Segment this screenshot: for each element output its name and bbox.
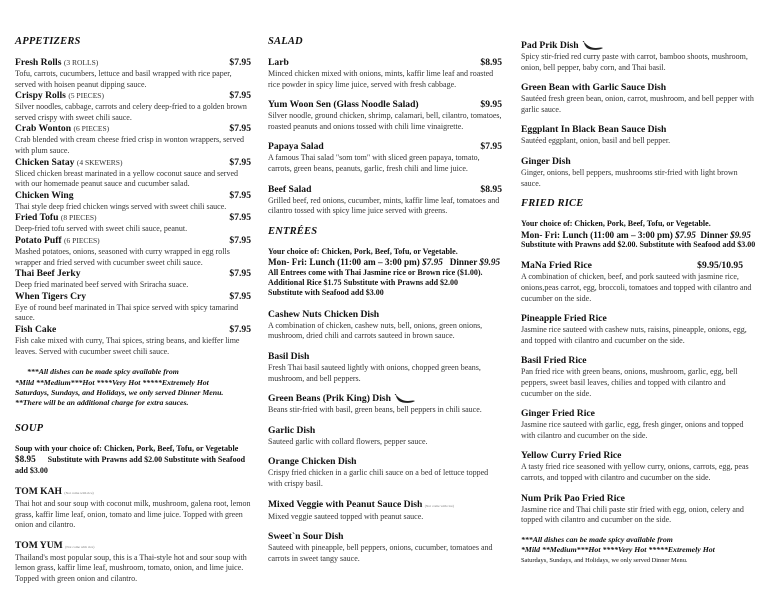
menu-item-note: (Not come with rice): [64, 490, 94, 495]
note-line: **There will be an additional charge for extra sauces.: [15, 398, 189, 408]
menu-item-name: Green Beans (Prik King) Dish: [268, 393, 391, 405]
section-title-entrees: ENTRÉES: [268, 225, 318, 237]
menu-item-name: Yellow Curry Fried Rice: [521, 450, 622, 462]
entrees-intro: [268, 247, 502, 299]
menu-item-title: [521, 156, 571, 168]
menu-item-title: [15, 157, 122, 169]
menu-item-name: Mixed Veggie with Peanut Sauce Dish: [268, 498, 423, 510]
menu-item: [521, 450, 757, 483]
menu-item-title: [268, 57, 289, 69]
menu-item: [15, 486, 251, 531]
menu-item-description: Deep fried marinated beef served with Sriracha suace.: [15, 280, 189, 290]
menu-item-title: [521, 82, 666, 94]
dinner-price: $9.95: [730, 229, 751, 240]
intro-line: Substitute with Seafood add $3.00: [268, 288, 384, 298]
menu-item-name: Orange Chicken Dish: [268, 456, 357, 468]
menu-item-header: [15, 235, 251, 247]
menu-item-header: [268, 184, 502, 196]
menu-item: [521, 40, 757, 73]
menu-item: [521, 260, 757, 304]
menu-item-description: Sauteed with pineapple, bell peppers, onions, cucumber, tomatoes and carrots in sweet tangy sauce.: [268, 543, 493, 563]
menu-item: [268, 184, 502, 217]
menu-item-title: [521, 124, 666, 136]
menu-item-description: Sautéed fresh green bean, onion, carrot, mushroom, and bell pepper with garlic sauce.: [521, 94, 754, 114]
menu-item-description: Sauteed garlic with collard flowers, pepper sauce.: [268, 436, 428, 446]
menu-item-name: MaNa Fried Rice: [521, 260, 592, 272]
menu-item-header: [521, 408, 757, 420]
menu-item-header: [268, 425, 502, 437]
menu-item-description: Jasmine rice and Thai chili paste stir fried with egg, onion, celery and topped with cilantro and cucumber on the side.: [521, 504, 744, 525]
menu-item-description: Sliced chicken breast marinated in a yellow coconut sauce and served with our homemade peanut sauce and cucumber salad.: [15, 168, 239, 189]
menu-item-quantity: (6 PIECES): [73, 124, 110, 134]
menu-item: [521, 124, 757, 147]
menu-item-description: Pan fried rice with green beans, onions, mushroom, garlic, egg, bell peppers, sweet basil leaves, chilies and topped with cilantro and cucumber on the side.: [521, 367, 738, 398]
menu-item: [268, 57, 502, 90]
intro-line: All Entrees come with Thai Jasmine rice or Brown rice ($1.00).: [268, 267, 483, 277]
menu-item: [15, 268, 251, 291]
menu-item-description: Fresh Thai basil sauteed lightly with onions, chopped green beans, mushroom, and bell peppers.: [268, 362, 481, 383]
lunch-label: Mon- Fri: Lunch (11:00 am – 3:00 pm): [268, 257, 420, 268]
menu-item-price: $7.95: [229, 268, 251, 280]
menu-item-description: Spicy stir-fried red curry paste with carrot, bamboo shoots, mushroom, onion, bell pepper, baby corn, and Thai basil.: [521, 52, 748, 72]
menu-item: [268, 351, 502, 384]
appetizers-note: [15, 367, 251, 409]
menu-item: [15, 235, 251, 268]
intro-line: Your choice of: Chicken, Pork, Beef, Tofu, or Vegetable.: [268, 246, 458, 256]
menu-item: [268, 499, 502, 523]
right-column: [521, 40, 757, 566]
menu-item-description: Jasmine rice sauteed with garlic, egg, fresh ginger, onions and topped with cilantro and cucumber on the side.: [521, 420, 744, 440]
menu-item-name: Eggplant In Black Bean Sauce Dish: [521, 124, 667, 136]
menu-item: [15, 212, 251, 235]
menu-item-header: [15, 486, 251, 499]
soup-price: $8.95: [15, 454, 36, 465]
menu-item-description: Minced chicken mixed with onions, mints, kaffir lime leaf and roasted rice powder in spicy lime juice, served with fresh cabbage.: [268, 69, 494, 89]
menu-item-header: [268, 499, 502, 512]
menu-item-header: [15, 190, 251, 202]
menu-item-header: [521, 313, 757, 325]
menu-item-title: [15, 291, 86, 303]
menu-item-name: Num Prik Pao Fried Rice: [521, 492, 625, 504]
menu-item-list: [521, 40, 757, 189]
menu-item-title: [15, 212, 96, 224]
menu-item: [15, 57, 251, 90]
menu-item-price: $9.95: [480, 99, 502, 111]
menu-item-header: [15, 57, 251, 69]
menu-item-list: [15, 57, 251, 357]
menu-item: [521, 355, 757, 399]
menu-item-header: [268, 309, 502, 321]
menu-item-description: Thai hot and sour soup with coconut milk, mushroom, galena root, lemon grass, kaffir lime leaf, onion, tomato and lime juice. Topped with green onion and cilantro.: [15, 498, 251, 530]
menu-item-price: $7.95: [229, 57, 251, 68]
menu-item-price: $7.95: [229, 156, 251, 168]
menu-item-name: Yum Woon Sen (Glass Noodle Salad): [268, 99, 419, 111]
menu-item-header: [15, 157, 251, 169]
lunch-price: $7.95: [675, 229, 696, 240]
menu-item-note: (Not come with rice): [65, 544, 95, 549]
soup-substitute-text: Substitute with Prawns add $2.00 Substitute with Seafood add $3.00: [15, 455, 246, 475]
menu-item-description: Silver noodle, ground chicken, shrimp, calamari, bell, cilantro, tomatoes, roasted peanuts and onions tossed with chili lime vinaigrette.: [268, 111, 502, 131]
menu-item-header: [268, 531, 502, 543]
menu-item-title: [15, 268, 81, 280]
menu-item-name: Green Bean with Garlic Sauce Dish: [521, 82, 667, 94]
entrees-section: [268, 226, 502, 565]
section-title-soup: SOUP: [15, 422, 44, 434]
menu-item-description: Grilled beef, red onions, cucumber, mints, kaffir lime leaf, tomatoes and cilantro tossed with spicy lime juice served with greens.: [268, 195, 500, 216]
menu-item-quantity: (5 PIECES): [68, 91, 104, 101]
menu-item-name: Papaya Salad: [268, 141, 324, 153]
chili-pepper-icon: [394, 394, 416, 404]
menu-item-title: [521, 493, 625, 505]
dinner-label: Dinner: [700, 229, 728, 240]
menu-item-list: [268, 57, 502, 217]
menu-item-header: [15, 123, 251, 135]
menu-item-name: Basil Fried Rice: [521, 355, 587, 367]
menu-item-title: [521, 260, 592, 272]
appetizers-section: [15, 36, 251, 409]
menu-item: [268, 309, 502, 342]
menu-item: [521, 156, 757, 189]
lunch-price: $7.95: [422, 257, 443, 268]
menu-item-header: [15, 268, 251, 280]
menu-item-price: $7.95: [229, 123, 251, 135]
menu-item-title: [521, 355, 587, 367]
menu-item-name: Potato Puff: [15, 234, 62, 246]
chili-pepper-icon: [582, 41, 604, 51]
menu-item-list: [15, 486, 251, 585]
menu-item-description: Deep-fried tofu served with sweet chili sauce, peanut.: [15, 224, 188, 234]
menu-item-quantity: (8 PIECES): [60, 213, 97, 223]
menu-item-list: [268, 309, 502, 565]
soup-section: [15, 423, 251, 585]
menu-item-description: Mixed veggie sauteed topped with peanut sauce.: [268, 511, 424, 521]
menu-item-name: TOM KAH: [15, 485, 62, 497]
menu-item-description: Silver noodles, cabbage, carrots and celery deep-fried to a golden brown served crispy with sweet chili sauce.: [15, 102, 247, 122]
menu-item-price: $7.95: [480, 141, 502, 153]
menu-item-title: [15, 90, 104, 102]
menu-item-header: [15, 540, 251, 553]
menu-item-title: [15, 486, 94, 499]
menu-item-header: [268, 456, 502, 468]
menu-item-title: [521, 408, 595, 420]
menu-item: [268, 425, 502, 448]
menu-item-title: [521, 313, 607, 325]
menu-item-name: Larb: [268, 57, 289, 68]
soup-intro-text: Soup with your choice of: Chicken, Pork, Beef, Tofu, or Vegetable: [15, 443, 239, 453]
menu-item: [15, 324, 251, 357]
menu-item-description: Beans stir-fried with basil, green beans, bell peppers in chili sauce.: [268, 405, 482, 415]
intro-line: Additional Rice $1.75 Substitute with Prawns add $2.00: [268, 277, 459, 287]
menu-item-title: [521, 450, 621, 462]
menu-item-name: Thai Beef Jerky: [15, 268, 81, 280]
menu-item-description: A famous Thai salad "som tom" with sliced green papaya, tomato, carrots, green beans, peanuts, garlic, fresh chili and lime juice.: [268, 153, 480, 173]
menu-item-name: Ginger Dish: [521, 155, 571, 167]
fried-rice-note: [521, 535, 757, 566]
menu-item-title: [15, 57, 98, 69]
menu-item-description: Thailand's most popular soup, this is a Thai-style hot and sour soup with lemon grass, kaffir lime leaf, mushroom, tomato, onion, and lime juice. Topped with green onion and cilantro.: [15, 552, 247, 583]
menu-item-name: Pineapple Fried Rice: [521, 313, 607, 325]
menu-item: [15, 190, 251, 213]
menu-item-name: Crab Wonton: [15, 123, 72, 135]
menu-item: [268, 99, 502, 132]
menu-item: [15, 123, 251, 156]
menu-item-price: $8.95: [480, 57, 502, 68]
menu-item-description: Sautéed eggplant, onion, basil and bell pepper.: [521, 136, 671, 146]
menu-item-description: Tofu, carrots, cucumbers, lettuce and basil wrapped with rice paper, served with hoisen peanut dipping sauce.: [15, 69, 232, 89]
menu-item-description: Crab blended with cream cheese fried crisp in wonton wrappers, served with plum sauce.: [15, 135, 245, 155]
menu-item-name: When Tigers Cry: [15, 290, 87, 302]
menu-item-quantity: (6 PIECES): [64, 235, 100, 245]
menu-item: [521, 313, 757, 346]
menu-item-name: Beef Salad: [268, 183, 312, 195]
menu-item-header: [268, 57, 502, 69]
menu-item-header: [268, 141, 502, 153]
menu-item-header: [268, 393, 502, 405]
menu-item-price: $7.95: [229, 234, 251, 246]
menu-item-price: $7.95: [229, 323, 251, 335]
menu-item-name: Pad Prik Dish: [521, 40, 579, 51]
menu-item: [268, 393, 502, 416]
menu-item-header: [15, 291, 251, 303]
fried-rice-section: [521, 198, 757, 566]
menu-item: [521, 493, 757, 526]
section-title-fried-rice: FRIED RICE: [521, 198, 584, 210]
menu-item-price: $7.95: [229, 90, 251, 102]
menu-item-title: [268, 99, 419, 111]
menu-item-header: [521, 156, 757, 168]
menu-item-price: $9.95/10.95: [697, 260, 743, 272]
menu-item-title: [15, 324, 56, 336]
menu-item-title: [268, 499, 454, 512]
menu-item-description: Eye of round beef marinated in Thai spice served with spicy tamarind sauce.: [15, 302, 239, 323]
menu-item-description: Jasmine rice sauteed with cashew nuts, raisins, pineapple, onions, egg, and topped with cilantro and cucumber on the side.: [521, 325, 747, 345]
section-title-salad: SALAD: [268, 36, 303, 47]
middle-column: [268, 36, 502, 573]
menu-item: [268, 531, 502, 564]
menu-item-name: Chicken Wing: [15, 189, 74, 201]
menu-item-header: [521, 124, 757, 136]
note-line: *Mild **Medium***Hot ****Very Hot *****Extremely Hot: [521, 545, 715, 555]
menu-item-price: $7.95: [229, 212, 251, 224]
intro-line: Your choice of: Chicken, Pork, Beef, Tofu, or Vegetable.: [521, 219, 711, 229]
menu-item-name: Fish Cake: [15, 323, 57, 335]
menu-item-title: [268, 531, 344, 543]
menu-item-title: [268, 141, 324, 153]
menu-item: [268, 141, 502, 174]
menu-item-title: [268, 425, 315, 437]
menu-item: [15, 540, 251, 585]
note-line: Saturdays, Sundays, and Holidays, we only served Dinner Menu.: [521, 556, 688, 564]
dinner-price: $9.95: [479, 257, 501, 268]
menu-item-note: (Not come with rice): [424, 503, 454, 508]
menu-item-title: [268, 309, 379, 321]
menu-item-title: [15, 123, 109, 135]
menu-item-header: [521, 82, 757, 94]
menu-item-header: [521, 450, 757, 462]
left-column: [15, 36, 251, 594]
menu-item-name: Basil Dish: [268, 350, 310, 362]
soup-intro: [15, 444, 251, 476]
menu-item-header: [15, 324, 251, 336]
menu-item-description: A combination of chicken, cashew nuts, bell, onions, green onions, mushroom, dried chili and carrots sauteed in brown sauce.: [268, 320, 483, 341]
section-title-appetizers: APPETIZERS: [15, 36, 81, 47]
menu-item-title: [15, 540, 94, 553]
menu-item-title: [268, 184, 311, 196]
menu-item-header: [268, 351, 502, 363]
menu-item-title: [268, 351, 309, 363]
note-line: ***All dishes can be made spicy available from: [521, 534, 673, 544]
menu-item-price: $7.95: [229, 290, 251, 302]
menu-item-title: [15, 190, 74, 202]
note-line: ***All dishes can be made spicy available from: [27, 367, 179, 377]
menu-item: [15, 291, 251, 324]
menu-item-header: [521, 493, 757, 505]
menu-item-name: Ginger Fried Rice: [521, 408, 595, 420]
menu-item-description: Ginger, onions, bell peppers, mushrooms stir-fried with light brown sauce.: [521, 167, 738, 188]
menu-item-description: Thai style deep fried chicken wings served with sweet chili sauce.: [15, 201, 227, 211]
menu-item: [268, 456, 502, 489]
lunch-label: Mon- Fri: Lunch (11:00 am – 3:00 pm): [521, 229, 673, 240]
menu-item-description: A combination of chicken, beef, and pork sauteed with jasmine rice, onions,peas carrot, egg, broccoli, tomatoes and topped with cilantro and cucumber on the side.: [521, 272, 752, 303]
menu-item: [521, 408, 757, 441]
menu-item: [521, 82, 757, 115]
menu-item-description: A tasty fried rice seasoned with yellow curry, onions, carrots, egg, peas carrots, and topped with cilantro and cucumber on the side.: [521, 462, 749, 482]
menu-item-header: [521, 355, 757, 367]
menu-item-name: TOM YUM: [15, 539, 63, 551]
menu-item-title: [15, 235, 100, 247]
menu-item-description: Crispy fried chicken in a garlic chili sauce on a bed of lettuce topped with crispy basil.: [268, 468, 489, 488]
menu-item: [15, 90, 251, 123]
menu-item-title: [268, 393, 416, 405]
menu-item-header: [15, 212, 251, 224]
menu-item-header: [268, 99, 502, 111]
menu-item-quantity: (3 ROLLS): [63, 58, 99, 67]
menu-item-name: Sweet`n Sour Dish: [268, 531, 344, 543]
note-line: *Mild **Medium***Hot ****Very Hot *****Extremely Hot: [15, 377, 209, 387]
menu-item-name: Fresh Rolls: [15, 57, 62, 68]
menu-item-description: Mashed potatoes, onions, seasoned with curry wrapped in egg rolls wrapper and fried served with cucumber sweet chili sauce.: [15, 246, 230, 267]
salad-section: [268, 36, 502, 217]
menu-item: [15, 157, 251, 190]
menu-item-price: $8.95: [480, 183, 502, 195]
menu-item-description: Fish cake mixed with curry, Thai spices, string beans, and kieffer lime leaves. Served with cucumber sweet chili sauce.: [15, 335, 240, 356]
dinner-label: Dinner: [449, 257, 478, 268]
intro-line: Substitute with Prawns add $2.00. Substitute with Seafood add $3.00: [521, 239, 756, 249]
menu-item-name: Cashew Nuts Chicken Dish: [268, 308, 380, 320]
menu-item-price: $7.95: [229, 189, 251, 201]
menu-item-name: Crispy Rolls: [15, 90, 66, 102]
note-line: Saturdays, Sundays, and Holidays, we only served Dinner Menu.: [15, 387, 224, 397]
menu-item-quantity: (4 SKEWERS): [76, 157, 123, 167]
menu-item-header: [521, 40, 757, 52]
menu-item-name: Fried Tofu: [15, 212, 59, 224]
fried-rice-intro: [521, 219, 757, 250]
menu-item-header: [521, 260, 757, 272]
menu-item-name: Garlic Dish: [268, 424, 316, 436]
menu-item-title: [521, 40, 604, 52]
menu-item-title: [268, 456, 357, 468]
menu-item-list: [521, 260, 757, 525]
menu-item-name: Chicken Satay: [15, 156, 75, 168]
menu-item-header: [15, 90, 251, 102]
